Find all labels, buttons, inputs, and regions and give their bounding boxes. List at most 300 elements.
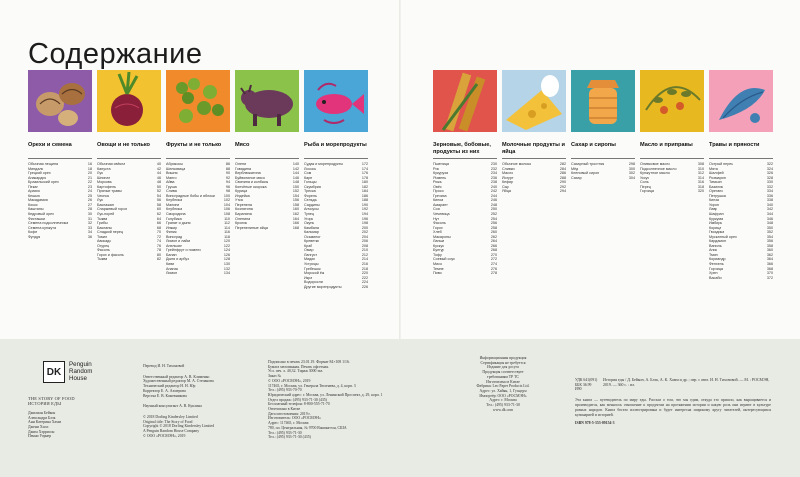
dk-logo: DK <box>43 361 65 383</box>
toc-entry-page: 318 <box>697 184 704 189</box>
toc-entry-page: 66 <box>156 221 161 226</box>
toc-entry-page: 270 <box>490 252 497 257</box>
toc-entry-page: 342 <box>766 207 773 212</box>
toc-entry-page: 362 <box>766 252 773 257</box>
toc-entry-title: Огурец <box>97 243 110 248</box>
toc-entry <box>235 226 299 231</box>
imprint-line: Информационная продукция <box>479 356 527 360</box>
toc-entry-page: 216 <box>361 262 368 267</box>
toc-entry-title: Вишня <box>166 171 178 176</box>
publisher-name <box>69 361 92 382</box>
toc-entry-title: Кардамон <box>709 239 726 244</box>
toc-entry-page: 310 <box>697 166 704 171</box>
toc-entry-title: Кокос <box>28 202 38 207</box>
toc-entry-page: 134 <box>223 271 230 276</box>
imprint-line: Отпечатано в Китае <box>268 407 301 412</box>
toc-entry-page: 44 <box>156 171 161 176</box>
toc-entry-title: Треска <box>304 189 316 194</box>
toc-entry-title: Сыр <box>502 184 510 189</box>
toc-entry-page: 80 <box>156 252 161 257</box>
column-heading: Масло и приправы <box>640 142 693 148</box>
udk-code: УДК 641(091) <box>575 378 598 382</box>
toc-entry-title: Морской ёж <box>304 271 325 276</box>
toc-entry-page: 178 <box>361 175 368 180</box>
toc-entry-title: Лук <box>97 198 103 203</box>
toc-entry-page: 214 <box>361 257 368 262</box>
publisher-name-line: Penguin <box>69 361 92 368</box>
toc-entry-title: Горох <box>433 225 443 230</box>
credits-block <box>143 364 263 438</box>
toc-entry-page: 242 <box>490 189 497 194</box>
imprint-line: Тел.: (495) 933-71-30 <box>268 430 302 435</box>
toc-entry-page: 162 <box>292 212 299 217</box>
toc-column-fruit <box>166 142 230 276</box>
toc-entry-title: Мята <box>709 166 718 171</box>
toc-entry-page: 198 <box>361 221 368 226</box>
toc-entry-title: Просо <box>433 189 444 194</box>
toc-entry-page: 326 <box>766 171 773 176</box>
toc-entry-title: Острый перец <box>709 162 734 166</box>
column-rule <box>571 158 635 159</box>
toc-entry-title: Горчица <box>640 189 654 194</box>
toc-entry-page: 76 <box>156 243 161 248</box>
toc-entry-title: Спаржевый горох <box>97 207 128 212</box>
toc-entry-page: 208 <box>361 243 368 248</box>
toc-entry-page: 236 <box>490 175 497 180</box>
toc-entry-page: 262 <box>490 234 497 239</box>
toc-column-herbs <box>709 142 773 280</box>
toc-entry-page: 278 <box>490 271 497 276</box>
toc-entry-page: 54 <box>156 193 161 198</box>
toc-entry <box>571 176 635 181</box>
toc-entry-title: Фундук <box>28 234 41 239</box>
toc-entry-title: Имбирь <box>709 221 723 226</box>
toc-entry-title: Киви <box>166 262 175 267</box>
toc-entry-page: 218 <box>361 266 368 271</box>
credit-line: Художественный редактор М. А. Степанова <box>143 379 214 384</box>
toc-entry-title: Шпинат <box>97 175 111 180</box>
toc-entry-title: Другие морепродукты <box>304 284 342 289</box>
toc-entry-title: Оленина <box>235 216 251 221</box>
toc-entry-page: 120 <box>223 239 230 244</box>
page-title: Содержание <box>28 38 203 70</box>
toc-entry-title: Лимон и лайм <box>166 239 191 244</box>
toc-entry-page: 188 <box>361 198 368 203</box>
toc-entry-title: Утка <box>235 198 243 203</box>
toc-entry-page: 21 <box>87 175 92 180</box>
toc-entry-title: Айва <box>166 180 175 185</box>
toc-entry-title: Семена кунжута <box>28 225 56 230</box>
translator: Перевод И. Н. Тихоновой <box>143 364 185 368</box>
toc-entry-page: 176 <box>361 171 368 176</box>
toc-entry-page: 42 <box>156 166 161 171</box>
toc-entry-page: 168 <box>292 225 299 230</box>
toc-entry-title: Лосось <box>304 166 317 171</box>
author: Джилиан Бейкон <box>28 410 56 415</box>
toc-entry-title: Чечевица <box>433 212 450 217</box>
imprint-line: Изготовитель: ООО «РОСМЭН» <box>268 416 321 421</box>
toc-entry-title: Мёд <box>571 166 579 171</box>
toc-entry-title: Горчица <box>709 266 723 271</box>
toc-entry-page: 264 <box>490 239 497 244</box>
toc-entry-page: 126 <box>223 252 230 257</box>
toc-entry-page: 360 <box>766 248 773 253</box>
toc-entry-page: 304 <box>628 175 635 180</box>
toc-entry-title: Фасоль <box>97 248 110 253</box>
toc-column-vegetables <box>97 142 161 262</box>
column-rule <box>235 158 299 159</box>
column-rule <box>709 158 773 159</box>
toc-entry-page: 108 <box>223 212 230 217</box>
toc-entry-page: 68 <box>156 225 161 230</box>
toc-entry-title: Анис <box>709 248 718 253</box>
toc-entry-title: Укроп <box>709 202 719 207</box>
toc-entry-page: 132 <box>223 266 230 271</box>
toc-entry-title: Кешью <box>28 193 40 198</box>
toc-entry-page: 254 <box>490 216 497 221</box>
column-heading: Орехи и семена <box>28 142 72 148</box>
toc-entry-title: Клубника <box>166 207 183 212</box>
toc-entry-title: Устрицы <box>304 262 319 267</box>
toc-entry-title: Шафран <box>709 212 724 217</box>
toc-entry-title: Апельсин <box>166 243 183 248</box>
author: Пенни Уорнер <box>28 434 52 439</box>
toc-entry-page: 27 <box>87 202 92 207</box>
toc-entry-page: 204 <box>361 234 368 239</box>
toc-entry-title: Индейка <box>235 193 250 198</box>
tile-fruit-image <box>166 70 230 132</box>
toc-entry-page: 316 <box>697 180 704 185</box>
toc-entry-page: 354 <box>766 234 773 239</box>
toc-entry-page: 104 <box>223 202 230 207</box>
toc-entry-page: 368 <box>766 266 773 271</box>
toc-entry-title: Клубника <box>166 198 183 203</box>
toc-entry-title: Камбала <box>304 225 319 230</box>
toc-entry-page: 226 <box>361 284 368 289</box>
toc-entry-title: Фисташки <box>28 216 46 221</box>
tile-meat-image <box>235 70 299 132</box>
toc-entry-page: 190 <box>361 202 368 207</box>
toc-entry-page: 298 <box>628 162 635 166</box>
toc-entry-page: 352 <box>766 230 773 235</box>
toc-entry-page: 212 <box>361 252 368 257</box>
toc-entry-title: Тунец <box>304 212 315 217</box>
toc-entry-title: Базилик <box>709 184 724 189</box>
toc-entry-page: 100 <box>223 193 230 198</box>
toc-entry-page: 356 <box>766 239 773 244</box>
toc-entry-page: 114 <box>224 225 230 230</box>
toc-entry-page: 320 <box>697 189 704 194</box>
toc-entry-page: 34 <box>87 230 92 235</box>
toc-entry-page: 36 <box>87 234 92 239</box>
toc-entry-page: 274 <box>490 262 497 267</box>
toc-entry-page: 330 <box>766 180 773 185</box>
toc-entry-page: 194 <box>361 212 368 217</box>
toc-entry-title: Лук-порей <box>97 212 115 217</box>
toc-entry-title: Мидии <box>304 257 316 262</box>
copyright-line: © ООО «РОСМЭН», 2019 <box>143 433 186 438</box>
toc-column-meat <box>235 142 299 230</box>
author-mark: И90 <box>575 387 582 392</box>
toc-entry-page: 290 <box>559 180 566 185</box>
toc-entry-page: 110 <box>224 216 230 221</box>
toc-entry-title: Копчёные окорока <box>235 184 267 189</box>
toc-entry-title: Гребешок <box>304 266 321 271</box>
toc-entry-page: 140 <box>292 162 299 166</box>
toc-entry-page: 142 <box>292 166 299 171</box>
toc-entry-page: 234 <box>490 171 497 176</box>
imprint-line: Адрес: ул. Хайян, 1, Гуандун <box>479 388 527 393</box>
toc-entry-page: 292 <box>559 184 566 189</box>
original-title: THE STORY OF FOOD <box>28 396 75 401</box>
toc-entry-title: Инжир <box>166 225 178 230</box>
imprint-line: Адрес: г. Москва <box>489 398 517 403</box>
toc-entry-title: Кофе <box>28 230 38 235</box>
toc-entry-title: Кальмар <box>304 230 319 235</box>
imprint-line: Дата изготовления: 2019 г. <box>268 411 311 416</box>
toc-entry-title: Верблюжатина <box>235 171 261 176</box>
toc-entry-title: Амарант <box>433 202 448 207</box>
toc-entry-title: Мисо <box>433 262 443 267</box>
toc-entry-title: Манго <box>166 175 177 180</box>
imprint-line: Тел.: (495) 933-70-70 <box>268 388 302 393</box>
toc-entry-page: 184 <box>361 189 368 194</box>
toc-entry-page: 152 <box>292 189 299 194</box>
toc-entry-page: 334 <box>766 189 773 194</box>
column-rule <box>433 158 497 159</box>
toc-entry-page: 196 <box>361 216 368 221</box>
toc-entry-page: 64 <box>156 216 161 221</box>
author: Джим Хэррисон <box>28 429 55 434</box>
column-heading: Травы и пряности <box>709 142 760 148</box>
toc-entry-title: Анчоусы <box>304 207 319 212</box>
toc-entry-page: 238 <box>490 180 497 185</box>
toc-entry-page: 364 <box>766 257 773 262</box>
bbk-code: ББК 36.99 <box>575 382 592 387</box>
toc-entry-title: Сахар <box>571 175 582 180</box>
imprint-line: Изготовлено в Китае <box>486 379 520 384</box>
toc-entry-page: 328 <box>766 175 773 180</box>
toc-entry-page: 24 <box>87 189 92 194</box>
toc-entry-title: Груша <box>166 184 177 189</box>
toc-entry-page: 33 <box>87 225 92 230</box>
toc-entry-title: Васаби <box>709 275 722 280</box>
toc-entry-title: Водоросли <box>304 280 323 285</box>
toc-entry-page: 224 <box>361 280 368 285</box>
toc-entry-title: Киноа <box>433 198 444 203</box>
toc-entry-page: 230 <box>490 162 497 166</box>
toc-entry-title: Обычная свёкла <box>97 162 126 166</box>
toc-entry-page: 294 <box>559 189 566 194</box>
toc-entry-title: Перепелиные яйца <box>235 225 268 230</box>
toc-entry-title: Лапша <box>433 239 445 244</box>
toc-entry-title: Абрикосы <box>166 162 183 166</box>
toc-entry-page: 82 <box>156 257 161 262</box>
toc-entry-title: Капуста <box>97 166 111 171</box>
copyright-line: Original title: The Story of Food <box>143 419 193 424</box>
toc-entry-title: Горох и фасоль <box>97 252 124 257</box>
toc-entry-title: Смородина <box>166 212 186 217</box>
column-heading: Сахар и сиропы <box>571 142 616 148</box>
tile-dairy-image <box>502 70 566 132</box>
imprint-line: Тел.: (495) 933-71-30 <box>486 403 520 408</box>
toc-entry-title: Гольцы <box>304 180 317 185</box>
toc-entry-page: 338 <box>766 198 773 203</box>
toc-entry-title: Уксус <box>640 175 650 180</box>
toc-entry-title: Карп <box>304 175 313 180</box>
toc-entry-page: 284 <box>559 166 566 171</box>
toc-entry-title: Шелковица <box>166 166 186 171</box>
toc-entry-page: 324 <box>766 166 773 171</box>
toc-entry-title: Бразильский орех <box>28 180 59 185</box>
toc-entry-page: 232 <box>490 166 497 171</box>
toc-entry-title: Кролик <box>235 221 247 226</box>
credit-line: Верстка Е. В. Кожевникова <box>143 393 187 398</box>
toc-entry-page: 86 <box>225 162 230 166</box>
imprint-line: Импортёр: ООО «РОСМЭН» <box>479 393 527 398</box>
toc-entry-title: Овёс <box>433 184 442 189</box>
toc-entry-title: Сливки <box>502 166 515 171</box>
toc-entry-title: Хрен <box>709 271 718 276</box>
toc-entry-page: 250 <box>490 207 497 212</box>
toc-entry-title: Булгур <box>433 248 445 253</box>
toc-entry-title: Соевый соус <box>433 257 455 262</box>
toc-entry <box>97 257 161 262</box>
toc-entry-title: Слива <box>166 189 177 194</box>
toc-entry-title: Сахарный тростник <box>571 162 605 166</box>
toc-entry-page: 332 <box>766 184 773 189</box>
toc-entry-title: Омар <box>304 248 314 253</box>
toc-entry-title: Фасоль <box>433 221 446 226</box>
toc-entry-page: 164 <box>292 216 299 221</box>
toc-entry-page: 46 <box>156 175 161 180</box>
imprint-line: Издание для досуга <box>487 365 519 370</box>
toc-entry-page: 350 <box>766 225 773 230</box>
toc-entry-page: 172 <box>361 162 368 166</box>
toc-entry-title: Чеснок <box>97 193 110 198</box>
author: Александра Блэк <box>28 415 56 420</box>
toc-entry-title: Миндаль <box>28 166 44 171</box>
toc-entry-title: Кориандр <box>709 257 726 262</box>
toc-entry-page: 300 <box>628 166 635 171</box>
toc-entry-title: Хлеб <box>433 230 442 235</box>
toc-column-nuts <box>28 142 92 239</box>
toc-entry-title: Сельдь <box>304 198 317 203</box>
imprint-line: 117465, г. Москва, ул. Генерала Тюленева, д. 4, корп. 3 <box>268 383 356 388</box>
toc-entry-page: 252 <box>490 212 497 217</box>
column-heading: Рыба и морепродукты <box>304 142 367 148</box>
toc-entry-title: Курица <box>235 189 248 194</box>
imprint-line: Отдел продаж: (495) 933-71-30 (435) <box>268 397 327 402</box>
toc-entry-page: 28 <box>87 207 92 212</box>
toc-entry-title: Финик <box>166 230 177 235</box>
credit-line: Ответственный редактор А. В. Клименко <box>143 374 210 379</box>
column-heading: Мясо <box>235 142 250 148</box>
toc-entry-page: 336 <box>766 193 773 198</box>
toc-column-oil <box>640 142 704 194</box>
toc-entry-title: Свинина и колбасы <box>235 180 269 185</box>
toc-entry-page: 62 <box>156 212 161 217</box>
column-heading: Овощи и не только <box>97 142 150 148</box>
toc-entry-page: 272 <box>490 257 497 262</box>
imprint-line: © ООО «РОСМЭН», 2019 <box>268 378 311 383</box>
book-title-block <box>28 396 116 439</box>
toc-entry-title: Судак и морепродукты <box>304 162 344 166</box>
toc-entry-title: Подсолнечное масло <box>640 166 677 171</box>
toc-entry-page: 20 <box>87 171 92 176</box>
imprint-line: Сертификация не требуется <box>480 360 526 365</box>
toc-entry-title: Морковь <box>97 180 112 185</box>
toc-entry-page: 206 <box>361 239 368 244</box>
toc-entry-page: 50 <box>156 184 161 189</box>
toc-entry-page: 78 <box>156 248 161 253</box>
imprint-line: Тел.: (495) 933-71-30 (435) <box>268 435 311 440</box>
toc-entry-title: Баранина <box>235 212 252 217</box>
toc-entry-page: 146 <box>292 175 299 180</box>
scientific-consultant: Научный консультант А. В. Куклина <box>143 404 202 409</box>
toc-entry-page: 246 <box>490 198 497 203</box>
toc-entry-title: Форель <box>304 193 317 198</box>
toc-entry-title: Ананас <box>166 266 179 271</box>
toc-entry-title: Перепела <box>235 202 252 207</box>
toc-entry-page: 154 <box>292 193 299 198</box>
toc-entry-page: 30 <box>87 212 92 217</box>
imprint-line: требованиям ТР ТС <box>487 374 519 379</box>
toc-entry <box>502 189 566 194</box>
toc-entry-page: 156 <box>292 198 299 203</box>
column-heading: Зерновые, бобовые, продукты из них <box>433 142 491 155</box>
toc-entry-page: 370 <box>766 271 773 276</box>
copyright-line: © 2018 Dorling Kindersley Limited <box>143 414 198 419</box>
toc-entry-title: Гранат и дыня <box>166 221 191 226</box>
toc-entry-page: 128 <box>223 257 230 262</box>
imprint-line: 780, пл. Центральная, № 9700 Вашингтон, США <box>268 425 347 430</box>
toc-entry-title: Тыква <box>97 216 108 221</box>
imprint-line: Бесплатный телефон: 8-800-555-71-70 <box>268 402 330 407</box>
toc-entry-page: 25 <box>87 193 92 198</box>
toc-entry-title: Пекан <box>28 184 39 189</box>
toc-entry-page: 40 <box>156 162 161 166</box>
toc-entry-page: 260 <box>490 230 497 235</box>
toc-entry-title: Кунжутное масло <box>640 171 670 176</box>
toc-entry-title: Анакардия <box>28 175 47 180</box>
toc-column-grain <box>433 142 497 276</box>
toc-entry-title: Арахис <box>28 189 41 194</box>
toc-entry-title: Грейпфрут и помело <box>166 248 202 253</box>
toc-entry-title: Малина <box>166 202 180 207</box>
toc-entry-page: 186 <box>361 193 368 198</box>
toc-entry-title: Шалфей <box>709 171 724 176</box>
toc-entry-page: 366 <box>766 262 773 267</box>
toc-entry-page: 150 <box>292 184 299 189</box>
credit-line: Технический редактор Н. Н. Юр <box>143 384 196 389</box>
toc-entry-page: 344 <box>766 212 773 217</box>
toc-entry-page: 166 <box>292 221 299 226</box>
toc-entry-title: Пшеница <box>433 162 449 166</box>
toc-entry-page: 102 <box>223 198 230 203</box>
toc-entry-title: Корица <box>709 225 722 230</box>
copyright-line: Copyright © 2018 Dorling Kindersley Limited <box>143 424 215 429</box>
toc-entry-title: Икра <box>304 275 313 280</box>
toc-entry-title: Рис <box>433 166 440 171</box>
toc-entry-title: Обычное молоко <box>502 162 532 166</box>
imprint-line: Усл. печ. л. 40,32. Тираж 3000 экз. <box>268 369 324 374</box>
toc-entry-page: 118 <box>224 234 230 239</box>
toc-entry-page: 340 <box>766 202 773 207</box>
column-rule <box>97 158 161 159</box>
toc-entry-page: 266 <box>490 243 497 248</box>
toc-entry-page: 31 <box>87 216 92 221</box>
